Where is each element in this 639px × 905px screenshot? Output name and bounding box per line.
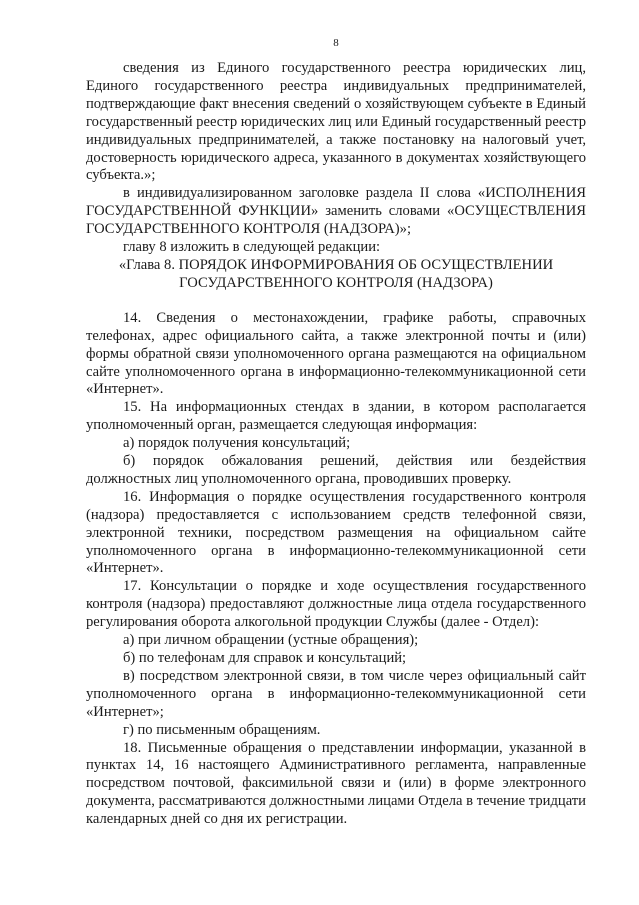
paragraph-16: 16. Информация о порядке осуществления государственного контроля (надзора) предоставляется с использованием средств телефонной связи, электронной техники, посредством размещения на официальном сайте уполномоченного органа в информационно-телекоммуникационной сети «Интернет». — [86, 488, 586, 577]
paragraph-section-title-change: в индивидуализированном заголовке раздела II слова «ИСПОЛНЕНИЯ ГОСУДАРСТВЕННОЙ ФУНКЦИИ» заменить словами «ОСУЩЕСТВЛЕНИЯ ГОСУДАРСТВЕННОГО КОНТРОЛЯ (НАДЗОРА)»; — [86, 185, 586, 238]
paragraph-15: 15. На информационных стендах в здании, в котором располагается уполномоченный орган, размещается следующая информация: — [86, 399, 586, 434]
document-page — [86, 0, 586, 905]
paragraph-registry-info: сведения из Единого государственного реестра юридических лиц, Единого государственного реестра индивидуальных предпринимателей, подтверждающие факт внесения сведений о хозяйствующем субъекте в Единый государственный реестр юридических лиц или Единый государственный реестр индивидуальных предпринимателей, а также постановку на налоговый учет, достоверность юридического адреса, указанного в документах хозяйствующего субъекта.»; — [86, 60, 586, 184]
paragraph-17-item-d: г) по письменным обращениям. — [123, 721, 321, 738]
paragraph-chapter-8-intro: главу 8 изложить в следующей редакции: — [123, 239, 381, 256]
paragraph-17: 17. Консультации о порядке и ходе осуществления государственного контроля (надзора) предоставляют должностные лица отдела государственного регулирования оборота алкогольной продукции Службы (далее - Отдел): — [86, 578, 586, 631]
paragraph-15-item-a: а) порядок получения консультаций; — [123, 435, 351, 452]
paragraph-15-item-b: б) порядок обжалования решений, действия или бездействия должностных лиц уполномоченного органа, проводивших проверку. — [86, 453, 586, 487]
paragraph-17-item-a: а) при личном обращении (устные обращения); — [123, 632, 419, 649]
document-body — [86, 60, 586, 829]
heading-spacer — [86, 293, 586, 310]
page-number: 8 — [333, 37, 339, 49]
paragraph-17-item-c: в) посредством электронной связи, в том числе через официальный сайт уполномоченного органа в информационно-телекоммуникационной сети «Интернет»; — [86, 667, 586, 720]
paragraph-18: 18. Письменные обращения о представлении информации, указанной в пунктах 14, 16 настоящего Административного регламента, направленные посредством почтовой, факсимильной связи и (или) в форме электронного документа, рассматриваются должностными лицами Отдела в течение тридцати календарных дней со дня их регистрации. — [86, 739, 586, 828]
paragraph-14: 14. Сведения о местонахождении, графике работы, справочных телефонах, адрес официального сайта, а также электронной почты и (или) формы обратной связи уполномоченного органа размещаются на официальном сайте уполномоченного органа в информационно-телекоммуникационной сети «Интернет». — [86, 309, 586, 398]
chapter-heading-line-2: ГОСУДАРСТВЕННОГО КОНТРОЛЯ (НАДЗОРА) — [179, 274, 493, 291]
chapter-heading-line-1: «Глава 8. ПОРЯДОК ИНФОРМИРОВАНИЯ ОБ ОСУЩЕСТВЛЕНИИ — [118, 256, 554, 273]
paragraph-17-item-b: б) по телефонам для справок и консультаций; — [123, 650, 407, 666]
